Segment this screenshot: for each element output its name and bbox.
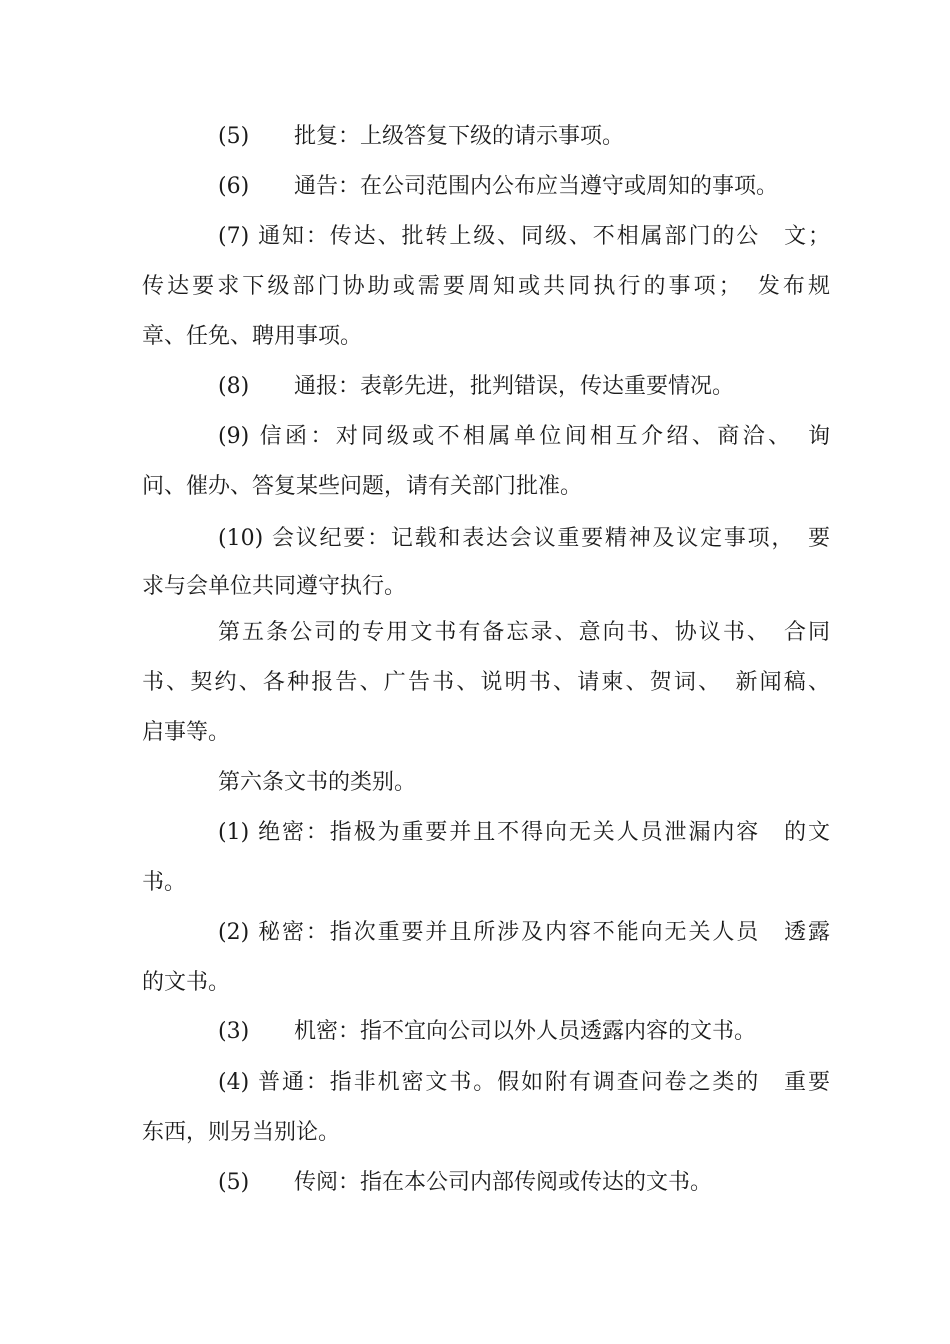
- paragraph-line: [218, 172, 830, 202]
- paragraph-line: 第六条文书的类别。: [218, 770, 417, 795]
- paragraph-line: 东西，则另当别论。: [142, 1120, 341, 1145]
- item-number: (6): [218, 174, 250, 199]
- paragraph-line: [218, 372, 830, 402]
- paragraph-line: [218, 1168, 830, 1198]
- item-text: 通告：在公司范围内公布应当遵守或周知的事项。: [294, 174, 779, 199]
- paragraph-line: 章、任免、聘用事项。: [142, 324, 363, 349]
- item-number: (8): [218, 374, 250, 399]
- item-number: (5): [218, 124, 250, 149]
- paragraph-line: 的文书。: [142, 970, 231, 995]
- paragraph-line: (10) 会议纪要：记载和表达会议重要精神及议定事项， 要: [218, 526, 830, 551]
- paragraph-line: (1) 绝密：指极为重要并且不得向无关人员泄漏内容 的文: [218, 820, 830, 845]
- paragraph-line: (9) 信函：对同级或不相属单位间相互介绍、商洽、 询: [218, 424, 830, 449]
- paragraph-line: 启事等。: [142, 720, 231, 745]
- paragraph-line: [218, 122, 830, 152]
- paragraph-line: 第五条公司的专用文书有备忘录、意向书、协议书、 合同: [218, 620, 830, 645]
- paragraph-line: 书、契约、各种报告、广告书、说明书、请柬、贺词、 新闻稿、: [142, 670, 830, 695]
- paragraph-line: [218, 1017, 830, 1047]
- item-text: 传阅：指在本公司内部传阅或传达的文书。: [294, 1170, 713, 1195]
- paragraph-line: 求与会单位共同遵守执行。: [142, 574, 407, 599]
- item-number: (5): [218, 1170, 250, 1195]
- paragraph-line: (2) 秘密：指次重要并且所涉及内容不能向无关人员 透露: [218, 920, 830, 945]
- paragraph-line: 问、催办、答复某些问题，请有关部门批准。: [142, 474, 583, 499]
- item-text: 通报：表彰先进，批判错误，传达重要情况。: [294, 374, 735, 399]
- item-text: 机密：指不宜向公司以外人员透露内容的文书。: [294, 1019, 757, 1044]
- paragraph-line: 书。: [142, 870, 187, 895]
- item-number: (3): [218, 1019, 250, 1044]
- paragraph-line: (7) 通知：传达、批转上级、同级、不相属部门的公 文；: [218, 224, 830, 249]
- item-text: 批复：上级答复下级的请示事项。: [294, 124, 625, 149]
- paragraph-line: 传达要求下级部门协助或需要周知或共同执行的事项； 发布规: [142, 274, 830, 299]
- paragraph-line: (4) 普通：指非机密文书。假如附有调查问卷之类的 重要: [218, 1070, 830, 1095]
